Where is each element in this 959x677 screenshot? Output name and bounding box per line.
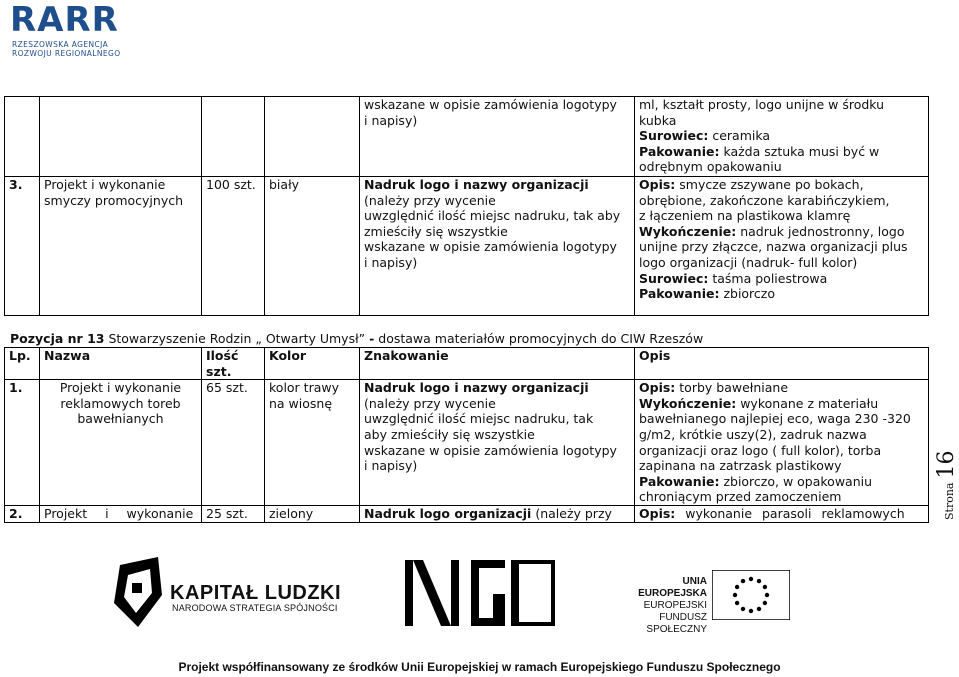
nazwa-cell: Projekt i wykonanie reklamowych toreb bawełnianych — [40, 380, 202, 506]
table-row — [5, 380, 929, 506]
opis-line: odrębnym opakowaniu — [639, 159, 782, 175]
opis-cell: Opis: wykonanie parasoli reklamowych — [635, 505, 929, 522]
opis-cell — [635, 177, 929, 316]
kolor-cell: zielony — [265, 505, 360, 522]
table-row — [5, 177, 929, 316]
ilosc-cell: 65 szt. — [202, 380, 265, 506]
znakowanie-cell: Nadruk logo organizacji (należy przy — [360, 505, 635, 522]
position-title: Pozycja nr 13 Stowarzyszenie Rodzin „ Otwarty Umysł” - dostawa materiałów promocyjnych do CIW Rzeszów — [10, 331, 704, 346]
table-row — [5, 505, 929, 522]
kapital-ludzki-subtitle: NARODOWA STRATEGIA SPÓJNOŚCI — [172, 603, 338, 613]
eu-star — [735, 601, 739, 605]
eu-flag-icon — [712, 570, 790, 620]
kolor-cell: biały — [265, 177, 360, 316]
kolor-cell: kolor trawy na wiosnę — [265, 380, 360, 506]
cofinance-note: Projekt współfinansowany ze środków Unii Europejskiej w ramach Europejskiego Funduszu Społecznego — [178, 660, 781, 674]
opis-line: Opis: torby bawełniane — [639, 380, 789, 396]
header-opis: Opis — [635, 348, 929, 380]
znakowanie-cell: Nadruk logo i nazwy organizacji (należy przy wycenie uwzględnić ilość miejsc nadruku, tak aby zmieściły się wszystkie wskazane w opisie zamówienia logotypy i napisy) — [360, 380, 635, 506]
opis-line: Wykończenie: wykonane z materiału — [639, 395, 879, 411]
lp-cell: 2. — [5, 505, 40, 522]
page-number-label: Strona 16 — [934, 450, 959, 520]
opis-line: g/m2, krótkie uszy(2), zadruk nazwa — [639, 426, 867, 442]
header-lp: Lp. — [5, 348, 40, 380]
header-nazwa: Nazwa — [40, 348, 202, 380]
opis-line: Pakowanie: zbiorczo, w opakowaniu — [639, 473, 873, 489]
opis-line: bawełnianego najlepiej eco, waga 230 -320 — [639, 411, 911, 427]
header-znakowanie: Znakowanie — [360, 348, 635, 380]
eu-star — [733, 593, 737, 597]
opis-line: logo organizacji (nadruk- full kolor) — [639, 254, 858, 270]
kapital-ludzki-title: KAPITAŁ LUDZKI — [170, 582, 342, 604]
opis-line: obrębione, zakończone karabińczykiem, — [639, 192, 890, 208]
ilosc-cell: 100 szt. — [202, 177, 265, 316]
opis-line: chroniącym przed zamoczeniem — [639, 489, 842, 505]
rarr-logo: RARR — [10, 0, 119, 40]
items-table-continued — [4, 96, 929, 316]
znakowanie-cell: wskazane w opisie zamówienia logotypy i napisy) — [360, 97, 635, 177]
opis-line: zapinana na zatrzask plastikowy — [639, 458, 842, 474]
lp-cell: 1. — [5, 380, 40, 506]
opis-line: Wykończenie: nadruk jednostronny, logo — [639, 223, 905, 239]
table-row — [5, 97, 929, 177]
eu-star — [735, 585, 739, 589]
opis-line: unijne przy złączce, nazwa organizacji plus — [639, 239, 908, 255]
eu-star — [741, 579, 745, 583]
eu-star — [749, 577, 753, 581]
opis-line: organizacji oraz logo ( full kolor), torba — [639, 442, 882, 458]
opis-line: Pakowanie: każda sztuka musi być w — [639, 143, 880, 159]
lp-cell: 3. — [5, 177, 40, 316]
eu-star — [757, 607, 761, 611]
rarr-logo-subtitle: RZESZOWSKA AGENCJA ROZWOJU REGIONALNEGO — [12, 40, 121, 58]
header-ilosc: Ilość szt. — [202, 348, 265, 380]
eu-star — [749, 609, 753, 613]
nazwa-cell: Projekt i wykonanie smyczy promocyjnych — [40, 177, 202, 316]
items-table — [4, 347, 929, 523]
eu-star — [765, 593, 769, 597]
ngo-logo — [405, 560, 555, 626]
eu-star — [757, 579, 761, 583]
opis-line: Surowiec: taśma poliestrowa — [639, 270, 828, 286]
ilosc-cell: 25 szt. — [202, 505, 265, 522]
opis-cell — [635, 380, 929, 506]
opis-line: ml, kształt prosty, logo unijne w środku — [639, 97, 885, 112]
header-kolor: Kolor — [265, 348, 360, 380]
opis-cell — [635, 97, 929, 177]
table-header-row — [5, 348, 929, 380]
eu-star — [763, 601, 767, 605]
eu-star — [741, 607, 745, 611]
eu-star — [763, 585, 767, 589]
opis-line: Pakowanie: zbiorczo — [639, 286, 776, 302]
eu-logo-text: UNIA EUROPEJSKA EUROPEJSKI FUNDUSZ SPOŁECZNY — [638, 576, 707, 635]
opis-line: z łączeniem na plastikowa klamrę — [639, 208, 851, 224]
znakowanie-cell: Nadruk logo i nazwy organizacji (należy przy wycenie uwzględnić ilość miejsc nadruku, tak aby zmieściły się wszystkie wskazane w opisie zamówienia logotypy i napisy) — [360, 177, 635, 316]
nazwa-cell: Projekt i wykonanie — [40, 505, 202, 522]
opis-line: Opis: smycze zszywane po bokach, — [639, 177, 864, 192]
opis-line: Surowiec: ceramika — [639, 128, 771, 144]
opis-line: kubka — [639, 112, 677, 128]
kapital-ludzki-emblem — [110, 555, 166, 631]
